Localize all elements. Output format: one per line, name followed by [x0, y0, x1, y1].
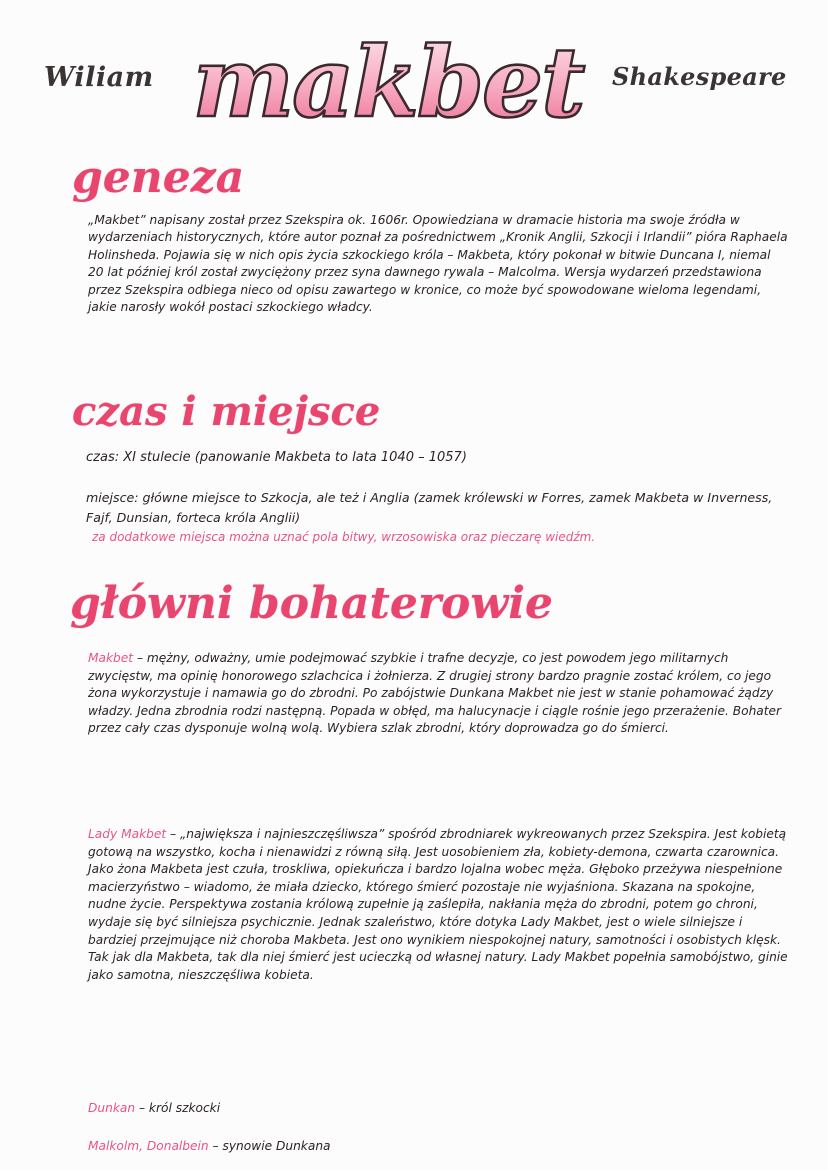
character-name-lady-makbet: Lady Makbet: [88, 827, 167, 841]
author-first-name: Wiliam: [44, 62, 154, 93]
title-text: makbet: [192, 28, 584, 138]
character-dunkan: [88, 1100, 788, 1118]
title-lettering: [168, 28, 608, 138]
character-name-malkolm: Malkolm, Donalbein: [88, 1139, 209, 1153]
czas-label: czas:: [86, 450, 120, 465]
character-malkolm-donalbein: [88, 1138, 788, 1156]
section-heading-geneza: geneza: [72, 152, 245, 203]
character-name-dunkan: Dunkan: [88, 1101, 136, 1115]
section-heading-czas-miejsce: czas i miejsce: [72, 388, 381, 435]
character-desc-lady-makbet: – „największa i najnieszczęśliwsza” spośród zbrodniarek wykreowanych przez Szekspira. Jest kobietą gotową na wszystko, kocha i nienawidzi z równą siłą. Jest uosobieniem zła, kobiety-demona, czwarta czarownica. Jako żona Makbeta jest czuła, troskliwa, opiekuńcza i bardzo lojalna wobec męża. Głęboko przeżywa niespełnione macierzyństwo – wiadomo, że miała dziecko, którego śmierć pozostaje nie wyjaśniona. Skazana na spokojne, nudne życie. Perspektywa zostania królową zupełnie ją zaślepiła, nakłania męża do zbrodni, potem go chroni, wydaje się być silniejsza psychicznie. Jednak szaleństwo, które dotyka Lady Makbet, jest o wiele silniejsze i bardziej przejmujące niż choroba Makbeta. Jest ono wynikiem niespokojnej natury, samotności i osobistych klęsk. Tak jak dla Makbeta, tak dla niej śmierć jest ucieczką od własnej natury. Lady Makbet popełnia samobójstwo, ginie jako samotna, nieszczęśliwa kobieta.: [88, 827, 788, 982]
czas-value: XI stulecie (panowanie Makbeta to lata 1040 – 1057): [123, 450, 467, 465]
geneza-paragraph: „Makbet” napisany został przez Szekspira ok. 1606r. Opowiedziana w dramacie historia ma swoje źródła w wydarzeniach historycznych, które autor poznał za pośrednictwem „Kronik Anglii, Szkocji i Irlandii” pióra Raphaela Holinsheda. Pojawia się w nich opis życia szkockiego króla – Makbeta, który pokonał w bitwie Duncana I, niemal 20 lat później król został zwyciężony przez syna dawnego rywala – Malcolma. Wersja wydarzeń przedstawiona przez Szekspira odbiega nieco od opisu zawartego w kronice, co może być spowodowane wieloma legendami, jakie narosły wokół postaci szkockiego władcy.: [88, 213, 788, 315]
miejsce-value: główne miejsce to Szkocja, ale też i Anglia (zamek królewski w Forres, zamek Makbeta w Inverness, Fajf, Dunsian, forteca króla Anglii): [86, 490, 773, 525]
miejsce-line: [86, 488, 786, 528]
section-heading-bohaterowie: główni bohaterowie: [70, 578, 553, 629]
miejsce-label: miejsce:: [86, 490, 139, 505]
czas-line: [86, 450, 467, 465]
character-makbet: [88, 650, 788, 738]
character-desc-makbet: – mężny, odważny, umie podejmować szybkie i trafne decyzje, co jest powodem jego militarnych zwycięstw, ma opinię honorowego szlachcica i żołnierza. Z drugiej strony bardzo pragnie zostać królem, co jego żona wykorzystuje i namawia go do zbrodni. Po zabójstwie Dunkana Makbet nie jest w stanie pohamować żądzy władzy. Jedna zbrodnia rodzi następną. Popada w obłęd, ma halucynacje i ciągle rośnie jego przerażenie. Bohater przez cały czas dysponuje wolną wolą. Wybiera szlak zbrodni, który doprowadza go do śmierci.: [88, 651, 782, 736]
character-desc-dunkan: – król szkocki: [138, 1101, 221, 1115]
character-name-makbet: Makbet: [88, 651, 134, 665]
additional-places-note: za dodatkowe miejsca można uznać pola bitwy, wrzosowiska oraz pieczarę wiedźm.: [92, 530, 596, 544]
author-last-name: Shakespeare: [612, 62, 787, 91]
character-lady-makbet: [88, 826, 788, 984]
character-desc-malkolm: – synowie Dunkana: [212, 1139, 331, 1153]
